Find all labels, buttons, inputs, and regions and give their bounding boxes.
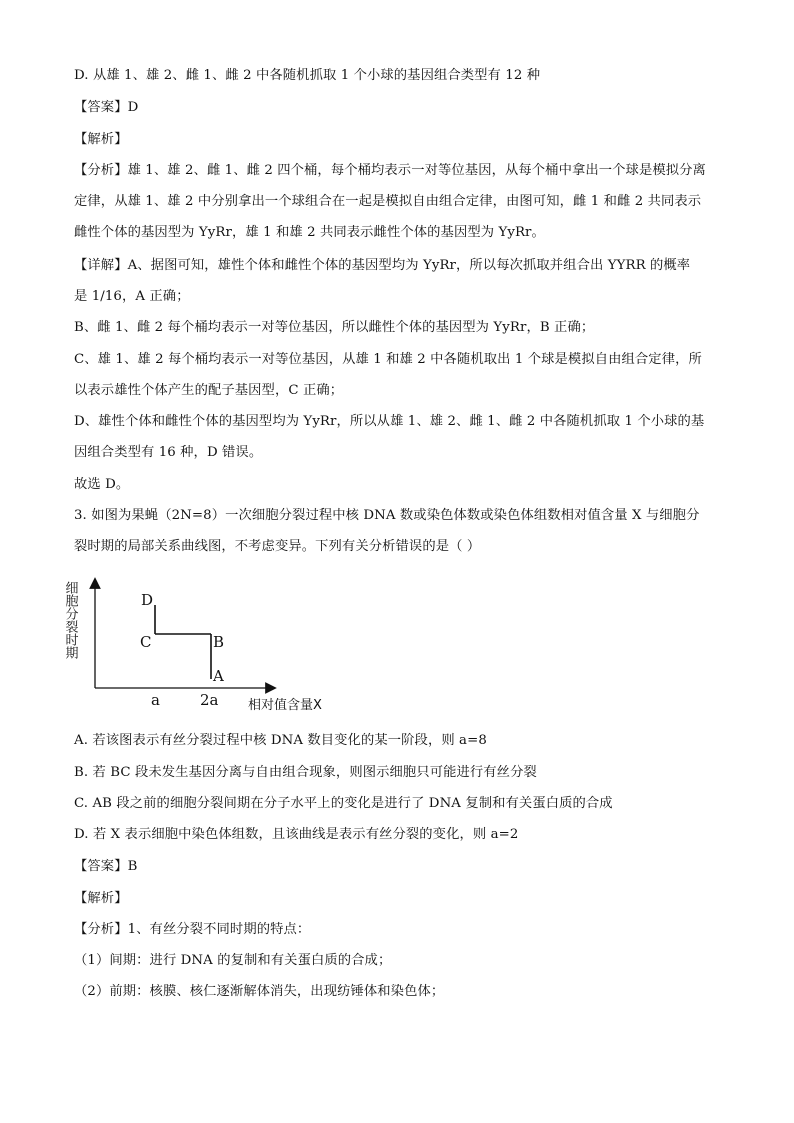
question-3-line: 3. 如图为果蝇（2N=8）一次细胞分裂过程中核 DNA 数或染色体数或染色体组数相对值含量 X 与细胞分	[74, 508, 700, 523]
analysis-line: 定律，从雄 1、雄 2 中分别拿出一个球组合在一起是模拟自由组合定律，由图可知，雌 1 和雌 2 共同表示	[74, 194, 702, 209]
x-axis-title: 相对值含量X	[248, 698, 322, 713]
option-a: A. 若该图表示有丝分裂过程中核 DNA 数目变化的某一阶段，则 a=8	[74, 733, 487, 748]
x-tick-label-2a: 2a	[200, 691, 219, 709]
answer-label: 【答案】D	[74, 100, 139, 115]
analysis-label: 【解析】	[74, 891, 128, 906]
detail-line: C、雄 1、雄 2 每个桶均表示一对等位基因，从雄 1 和雄 2 中各随机取出 1 个球是模拟自由组合定律，所	[74, 352, 702, 367]
analysis-label: 【解析】	[74, 132, 128, 147]
y-axis-title: 细胞分裂时期	[62, 581, 78, 659]
point-label-a: A	[213, 667, 224, 685]
analysis-line: 【分析】1、有丝分裂不同时期的特点：	[74, 922, 311, 937]
option-d: D. 若 X 表示细胞中染色体组数，且该曲线是表示有丝分裂的变化，则 a=2	[74, 827, 519, 842]
question-3-line: 裂时期的局部关系曲线图，不考虑变异。下列有关分析错误的是（ ）	[74, 539, 481, 554]
analysis-line: 雌性个体的基因型为 YyRr，雄 1 和雄 2 共同表示雌性个体的基因型为 YyRr。	[74, 225, 545, 240]
option-d-text: D. 从雄 1、雄 2、雌 1、雌 2 中各随机抓取 1 个小球的基因组合类型有 12 种	[74, 68, 541, 83]
detail-line: B、雌 1、雌 2 每个桶均表示一对等位基因，所以雌性个体的基因型为 YyRr，B 正确；	[74, 320, 595, 335]
option-c: C. AB 段之前的细胞分裂间期在分子水平上的变化是进行了 DNA 复制和有关蛋白质的合成	[74, 796, 613, 811]
point-label-c: C	[140, 633, 152, 651]
x-tick-label-a: a	[151, 691, 160, 709]
step-curve-diagram	[62, 575, 356, 715]
point-label-b: B	[213, 633, 225, 651]
analysis-line: 【分析】雄 1、雄 2、雌 1、雌 2 四个桶，每个桶均表示一对等位基因，从每个桶中拿出一个球是模拟分离	[74, 163, 706, 178]
answer-label: 【答案】B	[74, 859, 138, 874]
analysis-line: （1）间期：进行 DNA 的复制和有关蛋白质的合成；	[74, 953, 392, 968]
detail-line: 以表示雄性个体产生的配子基因型，C 正确；	[74, 383, 344, 398]
option-b: B. 若 BC 段未发生基因分离与自由组合现象，则图示细胞只可能进行有丝分裂	[74, 765, 537, 780]
point-label-d: D	[141, 591, 154, 609]
analysis-line: （2）前期：核膜、核仁逐渐解体消失，出现纺锤体和染色体；	[74, 984, 445, 999]
detail-line: 是 1/16，A 正确；	[74, 289, 190, 304]
detail-line: 【详解】A、据图可知，雄性个体和雌性个体的基因型均为 YyRr，所以每次抓取并组合出 YYRR 的概率	[74, 258, 691, 273]
conclusion-line: 故选 D。	[74, 477, 130, 492]
detail-line: 因组合类型有 16 种，D 错误。	[74, 445, 263, 460]
detail-line: D、雄性个体和雌性个体的基因型均为 YyRr，所以从雄 1、雄 2、雌 1、雌 2 中各随机抓取 1 个小球的基	[74, 414, 705, 429]
question-3-figure	[62, 575, 356, 715]
